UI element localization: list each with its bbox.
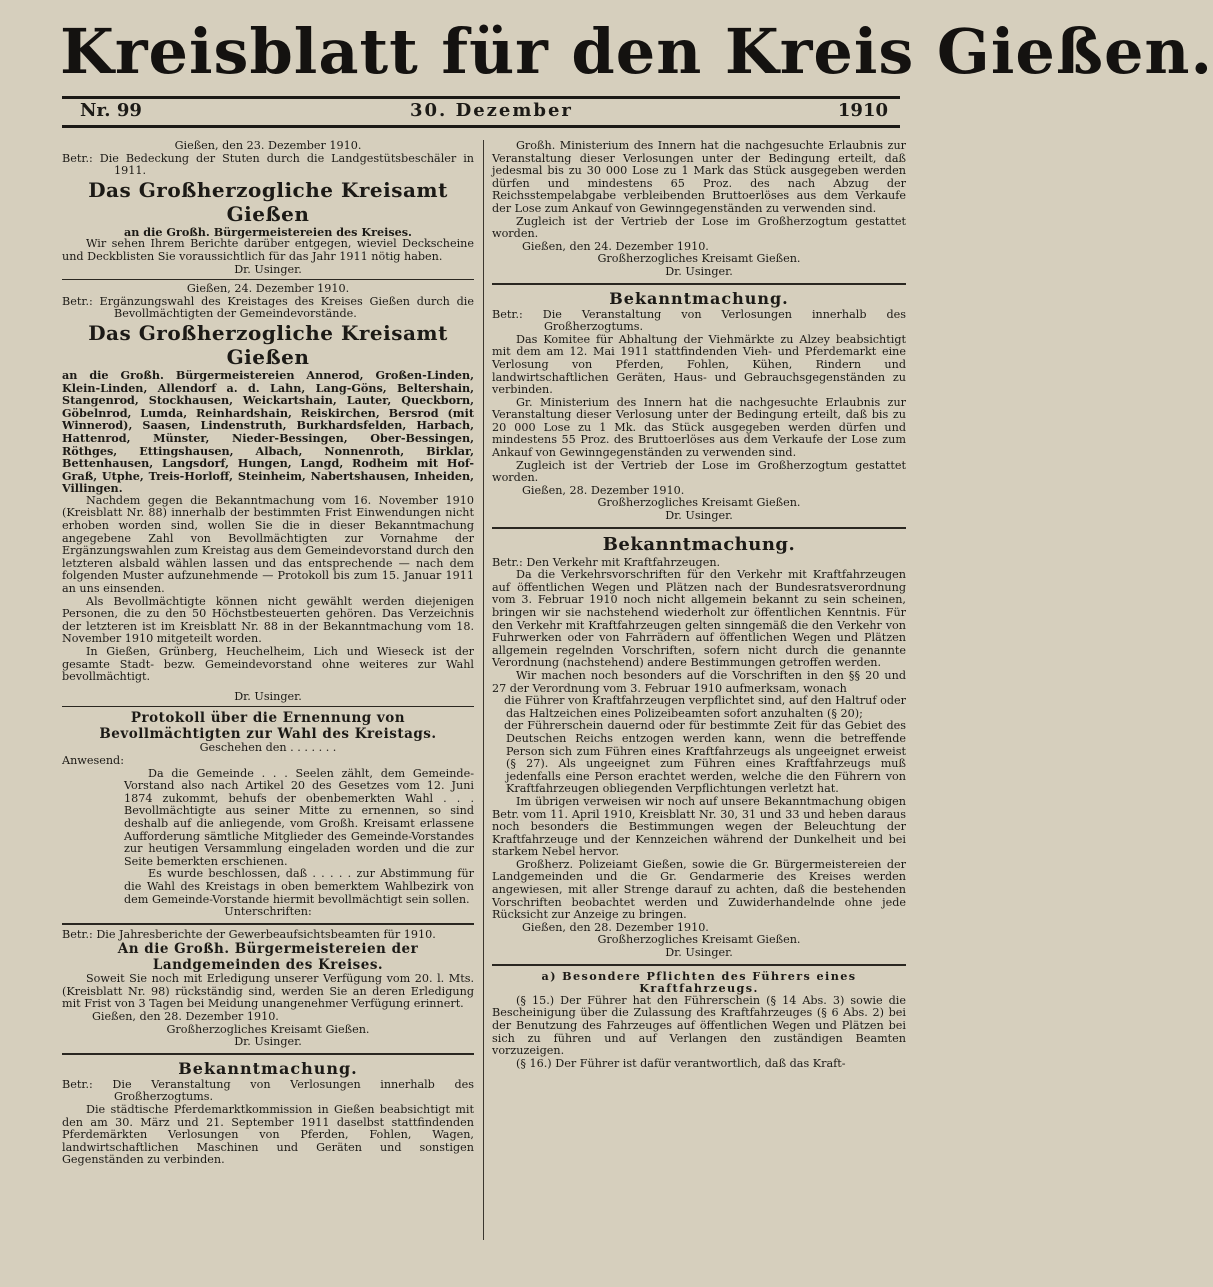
article-jahresberichte [62,929,474,1049]
divider [62,1053,474,1055]
dateline: Gießen, den 28. Dezember 1910. [522,920,709,934]
divider [492,283,906,285]
issue-line [70,98,900,124]
protokoll-heading: Protokoll über die Ernennung von Bevollmächtigten zur Wahl des Kreistags. [99,710,437,743]
masthead-rule-bottom [62,125,900,128]
signature: Dr. Usinger. [234,689,302,703]
paragraph: (§ 16.) Der Führer ist dafür verantwortlich, daß das Kraft- [516,1056,846,1070]
protokoll-geschehen: Geschehen den . . . . . . . [199,741,337,755]
article-body: Das Komitee für Abhaltung der Viehmärkte zu Alzey beabsichtigt mit dem am 12. Mai 1911 stattfindenden Vieh- und Pferdemarkt eine Verlosung von Pferden, Fohlen, Kühen, Rindern und landwirtschaftlichen Geräten, Haus- und Gebrauchsgegenständen zu verbinden. [492,332,906,397]
list-item: die Führer von Kraftfahrzeugen verpflichtet sind, auf den Haltruf oder das Haltzeichen eines Polizeibeamten sofort anzuhalten (§ 20); [504,694,906,720]
divider [492,527,906,529]
protokoll-unterschriften: Unterschriften: [224,905,312,919]
article-heading: Das Großherzogliche Kreisamt Gießen [88,320,448,369]
issue-date: 30. Dezember [410,100,573,121]
dateline: Gießen, 28. Dezember 1910. [522,483,685,497]
article-body: Wir machen noch besonders auf die Vorschriften in den §§ 20 und 27 der Verordnung vom 3. Februar 1910 aufmerksam, wonach [492,668,906,695]
article-body: Als Bevollmächtigte können nicht gewählt werden diejenigen Personen, die zu den 50 Höchstbesteuerten gehören. Das Verzeichnis der letzteren ist im Kreisblatt Nr. 88 in der Bekanntmachung vom 18. November 1910 mitgeteilt worden. [62,594,474,646]
article-ergaenzungswahl [62,283,474,703]
section-heading: a) Besondere Pflichten des Führers eines Kraftfahrzeugs. [541,968,857,996]
betr-line: Betr.: Den Verkehr mit Kraftfahrzeugen. [492,555,721,569]
article-body: Soweit Sie noch mit Erledigung unserer Verfügung vom 20. l. Mts. (Kreisblatt Nr. 98) rückständig sind, werden Sie an deren Erledigung mit Frist von 3 Tagen bei Meidung unangenehmer Verfügung erinnert. [62,972,474,1011]
right-column [492,140,906,1070]
protokoll-body: Da die Gemeinde . . . Seelen zählt, dem Gemeinde-Vorstand also nach Artikel 20 des Gesetzes vom 12. Juni 1874 zukommt, behufs der obenbemerkten Wahl . . . Bevollmächtigte aus seiner Mitte zu ernennen, so sind deshalb auf die anliegende, vom Großh. Kreisamt erlassene Aufforderung sämtliche Mitglieder des Gemeinde-Vorstandes zur heutigen Versammlung eingeladen worden und die zur Seite bemerkten erschienen. [124,766,474,868]
issue-number: Nr. 99 [80,100,142,121]
article-pferdemarkt [62,1059,474,1167]
article-heading: Das Großherzogliche Kreisamt Gießen [88,177,448,226]
betr-line: Betr.: Ergänzungswahl des Kreistages des Kreises Gießen durch die Bevollmächtigten der Gemeindevorstände. [62,294,474,321]
article-body: Zugleich ist der Vertrieb der Lose im Großherzogtum gestattet worden. [492,458,906,485]
signature: Dr. Usinger. [234,1035,302,1049]
article-heading: Bekanntmachung. [178,1058,358,1078]
signature: Dr. Usinger. [234,262,302,276]
article-verlosung-continued [492,140,906,279]
issue-year: 1910 [837,100,888,121]
article-subheading: an die Großh. Bürgermeistereien des Kreises. [124,224,412,239]
article-body: Im übrigen verweisen wir noch auf unsere Bekanntmachung obigen Betr. vom 11. April 1910, Kreisblatt Nr. 30, 31 und 33 und heben daraus noch besonders die Bestimmungen wegen der Beleuchtung der Kraftfahrzeuge und der Kennzeichen während der Dunkelheit und bei starkem Nebel hervor. [492,794,906,859]
divider [62,923,474,925]
dateline: Gießen, den 23. Dezember 1910. [174,139,362,152]
protokoll-body: Es wurde beschlossen, daß . . . . . zur Abstimmung für die Wahl des Kreistags in oben bemerktem Wahlbezirk von dem Gemeinde-Vorstande hiermit bevollmächtigt sein sollen. [124,867,474,906]
article-body: Da die Verkehrsvorschriften für den Verkehr mit Kraftfahrzeugen auf öffentlichen Wegen und Plätzen nach der Bundesratsverordnung vom 3. Februar 1910 noch nicht allgemein bekannt zu sein scheinen, bringen wir sie nachstehend wiederholt zur öffentlichen Kenntnis. Für den Verkehr mit Kraftfahrzeugen gelten sinngemäß die den Verkehr von Fuhrwerken oder von Fahrrädern auf öffentlichen Wegen und Plätzen allgemein regelnden Vorschriften, sofern nicht durch die genannte Verordnung (nachstehend) andere Bestimmungen getroffen werden. [492,568,906,670]
addressee-list: an die Großh. Bürgermeistereien Annerod, Großen-Linden, Klein-Linden, Allendorf a. d. Lahn, Lang-Göns, Beltershain, Stangenrod, Stockhausen, Weickartshain, Lauter, Queckborn, Göbelnrod, Lumda, Reinhardshain, Reiskirchen, Bersrod (mit Winnerod), Saasen, Lindenstruth, Burkhardsfelden, Harbach, Hattenrod, Münster, Nieder-Bessingen, Ober-Bessingen, Röthges, Ettingshausen, Albach, Nonnenroth, Birklar, Bettenhausen, Langsdorf, Hungen, Langd, Rodheim mit Hof-Graß, Utphe, Treis-Horloff, Steinheim, Nabertshausen, Inheiden, Villingen. [62,367,474,496]
article-body: Die städtische Pferdemarktkommission in Gießen beabsichtigt mit den am 30. März und 21. September 1911 daselbst stattfindenden Pferdemärkten Verlosungen von Pferden, Fohlen, Wagen, landwirtschaftlichen Maschinen und Geräten und sonstigen Gegenständen zu verbinden. [62,1103,474,1167]
dateline: Gießen, den 28. Dezember 1910. [92,1010,279,1024]
betr-line: Betr.: Die Jahresberichte der Gewerbeaufsichtsbeamten für 1910. [62,927,436,941]
betr-line: Betr.: Die Bedeckung der Stuten durch die Landgestütsbeschäler in 1911. [62,151,474,178]
signature: Dr. Usinger. [665,946,733,960]
office-name: Großherzogliches Kreisamt Gießen. [597,496,801,510]
protokoll-form [62,710,474,918]
office-name: Großherzogliches Kreisamt Gießen. [597,252,801,266]
dateline: Gießen, 24. Dezember 1910. [186,282,350,296]
left-column [62,140,474,1167]
signature: Dr. Usinger. [665,509,733,523]
article-deckscheine [62,140,474,276]
office-name: Großherzogliches Kreisamt Gießen. [597,933,801,947]
office-name: Großherzogliches Kreisamt Gießen. [166,1022,370,1036]
article-body: Nachdem gegen die Bekanntmachung vom 16. November 1910 (Kreisblatt Nr. 88) innerhalb der bestimmten Frist Einwendungen nicht erhoben worden sind, wollen Sie die in dieser Bekanntmachung angegebene Zahl von Bevollmächtigten zur Vornahme der Ergänzungswahlen zum Kreistag aus dem Gemeindevorstand durch den letzteren alsbald wählen lassen und das entsprechende — nach dem folgenden Muster aufzunehmende — Protokoll bis zum 15. Januar 1911 an uns einsenden. [62,493,474,596]
betr-line: Betr.: Die Veranstaltung von Verlosungen innerhalb des Großherzogtums. [62,1077,474,1104]
paragraph: (§ 15.) Der Führer hat den Führerschein (§ 14 Abs. 3) sowie die Bescheinigung über die Zulassung des Kraftfahrzeuges (§ 6 Abs. 2) bei der Benutzung des Fahrzeuges auf öffentlichen Wegen und Plätzen bei sich zu führen und auf Verlangen den zuständigen Beamten vorzuzeigen. [492,993,906,1058]
article-kraftfahrzeuge [492,533,906,960]
list-item: der Führerschein dauernd oder für bestimmte Zeit für das Gebiet des Deutschen Reichs entzogen werden kann, wenn die betreffende Person sich zum Führen eines Kraftfahrzeugs als ungeeignet erweist (§ 27). Als ungeeignet zum Führen eines Kraftfahrzeugs muß jedenfalls eine Person erachtet werden, welche die den Führern von Kraftfahrzeugen obliegenden Verpflichtungen verletzt hat. [504,719,906,796]
divider [62,706,474,707]
dateline: Gießen, den 24. Dezember 1910. [522,239,709,253]
article-body: Großherz. Polizeiamt Gießen, sowie die Gr. Bürgermeistereien der Landgemeinden und die Gr. Gendarmerie des Kreises werden angewiesen, mit aller Strenge darauf zu achten, daß die bestehenden Vorschriften beobachtet werden und Zuwiderhandelnde ohne jede Rücksicht zur Anzeige zu bringen. [492,857,906,922]
betr-line: Betr.: Die Veranstaltung von Verlosungen innerhalb des Großherzogtums. [492,307,906,334]
column-separator [483,140,484,1240]
divider [62,279,474,280]
article-heading: Bekanntmachung. [602,533,796,555]
article-heading: Bekanntmachung. [609,288,789,308]
article-heading: An die Großh. Bürgermeistereien der Landgemeinden des Kreises. [117,941,419,974]
masthead-title: Kreisblatt für den Kreis Gießen. [60,15,1213,88]
article-body: Wir sehen Ihrem Berichte darüber entgegen, wieviel Deckscheine und Deckblisten Sie voraussichtlich für das Jahr 1911 nötig haben. [62,237,474,263]
article-body: Zugleich ist der Vertrieb der Lose im Großherzogtum gestattet worden. [492,214,906,241]
article-body: Großh. Ministerium des Innern hat die nachgesuchte Erlaubnis zur Veranstaltung dieser Verlosungen unter der Bedingung erteilt, daß jedesmal bis zu 30 000 Lose zu 1 Mark das Stück ausgegeben werden dürfen und mindestens 65 Proz. des nach Abzug der Reichsstempelabgabe verbleibenden Bruttoerlöses aus dem Verkaufe der Lose zum Ankauf von Gewinngegenständen zu verwenden sind. [492,139,906,215]
article-fuehrer-pflichten [492,970,906,1071]
divider [492,964,906,966]
article-viehmarkt-alzey [492,289,906,523]
article-body: In Gießen, Grünberg, Heuchelheim, Lich und Wieseck ist der gesamte Stadt- bezw. Gemeindevorstand ohne weiteres zur Wahl bevollmächtigt. [62,645,474,684]
article-body: Gr. Ministerium des Innern hat die nachgesuchte Erlaubnis zur Veranstaltung dieser Verlosung unter der Bedingung erteilt, daß bis zu 20 000 Lose zu 1 Mk. das Stück ausgegeben werden dürfen und mindestens 55 Proz. des Bruttoerlöses aus dem Verkaufe der Lose zum Ankauf von Gewinngegenständen zu verwenden sind. [492,395,906,460]
protokoll-anwesend: Anwesend: [62,753,124,767]
signature: Dr. Usinger. [665,264,733,278]
